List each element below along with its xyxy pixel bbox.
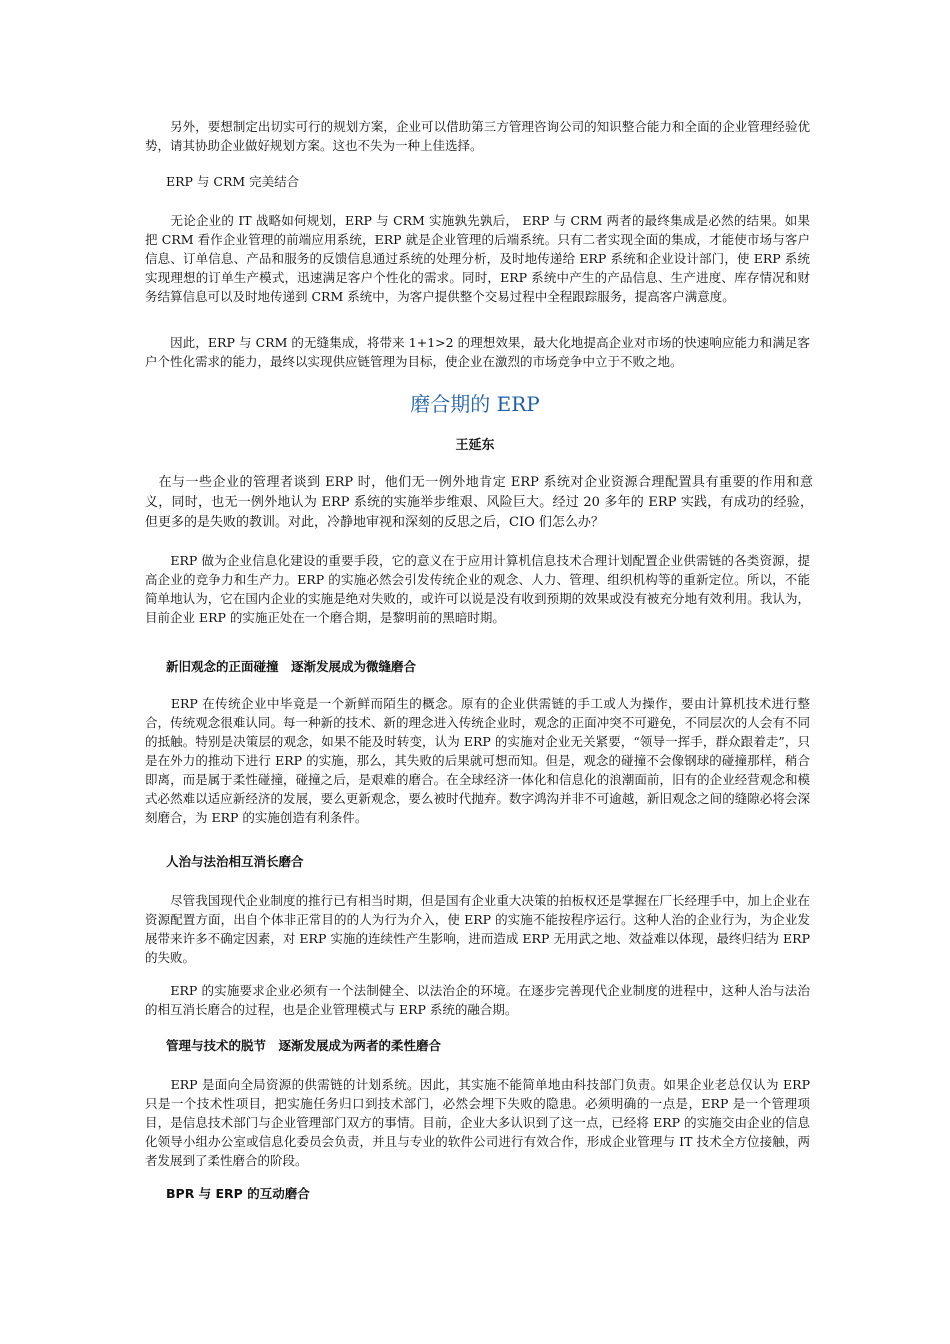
paragraph-planning: 另外，要想制定出切实可行的规划方案，企业可以借助第三方管理咨询公司的知识整合能力和全面的企业管理经验优势，请其协助企业做好规划方案。这也不失为一种上佳选择。 — [145, 119, 810, 153]
article-author: 王延东 — [455, 438, 495, 453]
section-heading-bpr-erp: BPR 与 ERP 的互动磨合 — [166, 1186, 310, 1201]
paragraph-rule-1: 尽管我国现代企业制度的推行已有相当时期，但是国有企业重大决策的拍板权还是掌握在厂长经理手中，加上企业在资源配置方面，出自个体非正常目的的人为行为介入，使 ERP 的实施不能按程序运行。这种人治的企业行为，为企业发展带来许多不确定因素，对 ERP 实施的连续性产生影响，进而造成 ERP 无用武之地、效益难以体现，最终归结为 ERP 的失败。 — [145, 893, 810, 965]
paragraph-concepts: ERP 在传统企业中毕竟是一个新鲜而陌生的概念。原有的企业供需链的手工或人为操作，要由计算机技术进行整合，传统观念很难认同。每一种新的技术、新的理念进入传统企业时，观念的正面冲突不可避免，不同层次的人会有不同的抵触。特别是决策层的观念，如果不能及时转变，认为 ERP 的实施对企业无关紧要，“领导一挥手，群众跟着走”，只是在外力的推动下进行 ERP 的实施，那么，其失败的后果就可想而知。但是，观念的碰撞不会像钢球的碰撞那样，稍合即离，而是属于柔性碰撞，碰撞之后，是艰难的磨合。在全球经济一体化和信息化的浪潮面前，旧有的企业经营观念和模式必然难以适应新经济的发展，要么更新观念，要么被时代抛弃。数字鸿沟并非不可逾越，新旧观念之间的缝隙必将会深刻磨合，为 ERP 的实施创造有利条件。 — [145, 696, 810, 825]
paragraph-erp-role: ERP 做为企业信息化建设的重要手段，它的意义在于应用计算机信息技术合理计划配置企业供需链的各类资源，提高企业的竞争力和生产力。ERP 的实施必然会引发传统企业的观念、人力、管理、组织机构等的重新定位。所以，不能简单地认为，它在国内企业的实施是绝对失败的，或许可以说是没有收到预期的效果或没有被充分地有效利用。我认为，目前企业 ERP 的实施正处在一个磨合期，是黎明前的黑暗时期。 — [145, 553, 810, 625]
section-heading-concepts: 新旧观念的正面碰撞 逐渐发展成为微缝磨合 — [166, 659, 417, 674]
heading-erp-crm: ERP 与 CRM 完美结合 — [166, 174, 300, 189]
paragraph-intro: 在与一些企业的管理者谈到 ERP 时，他们无一例外地肯定 ERP 系统对企业资源合理配置具有重要的作用和意义，同时，也无一例外地认为 ERP 系统的实施举步维艰、风险巨大。经过 20 多年的 ERP 实践，有成功的经验，但更多的是失败的教训。对此，冷静地审视和深刻的反思之后，CIO 们怎么办？ — [145, 475, 813, 530]
paragraph-management-tech: ERP 是面向全局资源的供需链的计划系统。因此，其实施不能简单地由科技部门负责。如果企业老总仅认为 ERP 只是一个技术性项目，把实施任务归口到技术部门，必然会埋下失败的隐患。必须明确的一点是，ERP 是一个管理项目，是信息技术部门与企业管理部门双方的事情。目前，企业大多认识到了这一点，已经将 ERP 的实施交由企业的信息化领导小组办公室或信息化委员会负责，并且与专业的软件公司进行有效合作，形成企业管理与 IT 技术全方位接触，两者发展到了柔性磨合的阶段。 — [145, 1077, 810, 1168]
paragraph-erp-crm-integration: 无论企业的 IT 战略如何规划，ERP 与 CRM 实施孰先孰后， ERP 与 CRM 两者的最终集成是必然的结果。如果把 CRM 看作企业管理的前端应用系统，ERP 就是企业管理的后端系统。只有二者实现全面的集成，才能使市场与客户信息、订单信息、产品和服务的反馈信息通过系统的处理分析，及时地传递给 ERP 系统和企业设计部门，使 ERP 系统实现理想的订单生产模式，迅速满足客户个性化的需求。同时，ERP 系统中产生的产品信息、生产进度、库存情况和财务结算信息可以及时地传递到 CRM 系统中，为客户提供整个交易过程中全程跟踪服务，提高客户满意度。 — [145, 213, 810, 304]
section-heading-rule: 人治与法治相互消长磨合 — [166, 854, 304, 869]
paragraph-rule-2: ERP 的实施要求企业必须有一个法制健全、以法治企的环境。在逐步完善现代企业制度的进程中，这种人治与法治的相互消长磨合的过程，也是企业管理模式与 ERP 系统的融合期。 — [145, 983, 810, 1017]
section-heading-management-tech: 管理与技术的脱节 逐渐发展成为两者的柔性磨合 — [166, 1038, 442, 1053]
article-title: 磨合期的 ERP — [410, 392, 540, 416]
paragraph-seamless-integration: 因此，ERP 与 CRM 的无缝集成，将带来 1+1>2 的理想效果，最大化地提高企业对市场的快速响应能力和满足客户个性化需求的能力，最终以实现供应链管理为目标，使企业在激烈的市场竞争中立于不败之地。 — [145, 335, 810, 369]
